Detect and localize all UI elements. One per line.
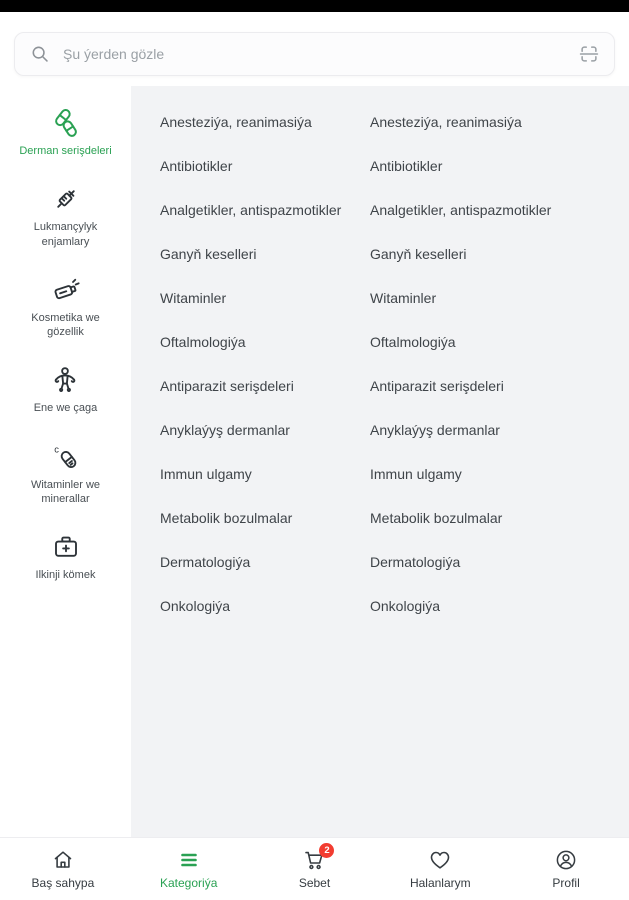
category-item[interactable]: Analgetikler, antispazmotikler — [370, 202, 552, 218]
pills-icon — [51, 108, 81, 138]
sidebar-item-label: Witaminler we minerallar — [30, 478, 101, 506]
cart-icon — [302, 845, 330, 872]
nav-item-favorites[interactable] — [377, 838, 503, 900]
sidebar-item-label: Ene we çaga — [33, 402, 98, 415]
child-icon — [50, 365, 80, 395]
menu-icon — [177, 848, 201, 872]
category-item[interactable]: Dermatologiýa — [160, 554, 251, 570]
category-item[interactable]: Onkologiýa — [160, 598, 231, 614]
category-item[interactable]: Witaminler — [370, 290, 437, 306]
search-icon — [29, 43, 51, 65]
category-item[interactable]: Antibiotikler — [160, 158, 233, 174]
sidebar-item-label: Lukmançylyk enjamlary — [33, 221, 98, 248]
category-column-1 — [160, 100, 370, 628]
sidebar-item-1[interactable] — [19, 108, 111, 158]
category-item[interactable]: Analgetikler, antispazmotikler — [160, 202, 342, 218]
nav-item-label: Sebet — [298, 876, 331, 890]
sidebar-item-label: Kosmetika we gözellik — [31, 311, 100, 339]
category-item[interactable]: Metabolik bozulmalar — [160, 510, 293, 526]
sidebar-item-2[interactable] — [18, 184, 114, 249]
nav-item-label: Baş sahypa — [31, 876, 95, 890]
nav-item-label: Profil — [552, 876, 580, 890]
sidebar-item-label: Ilkinji kömek — [35, 569, 96, 582]
category-item[interactable]: Antiparazit serişdeleri — [160, 378, 294, 394]
sidebar-item-3[interactable] — [18, 275, 114, 340]
category-item[interactable]: Anyklaýyş dermanlar — [370, 422, 500, 438]
category-item[interactable]: Anesteziýa, reanimasiýa — [370, 114, 522, 130]
category-item[interactable]: Anyklaýyş dermanlar — [160, 422, 290, 438]
nav-item-label: Kategoriýa — [160, 876, 218, 890]
category-item[interactable]: Ganyň keselleri — [160, 246, 257, 262]
category-item[interactable]: Witaminler — [160, 290, 227, 306]
nav-item-home[interactable] — [0, 838, 126, 900]
bottom-nav — [0, 837, 629, 900]
cosmetics-icon — [51, 275, 81, 305]
heart-icon — [428, 848, 452, 872]
category-item[interactable]: Antiparazit serişdeleri — [370, 378, 504, 394]
sidebar-item-5[interactable] — [18, 442, 114, 507]
category-list-panel — [131, 86, 629, 837]
profile-icon — [554, 848, 578, 872]
nav-item-categories[interactable] — [126, 838, 252, 900]
search-input[interactable] — [63, 46, 566, 62]
category-item[interactable]: Metabolik bozulmalar — [370, 510, 503, 526]
category-item[interactable]: Immun ulgamy — [160, 466, 252, 482]
content-area — [0, 86, 629, 837]
vitamin-capsule-icon — [51, 442, 81, 472]
category-item[interactable]: Immun ulgamy — [370, 466, 462, 482]
category-item[interactable]: Dermatologiýa — [370, 554, 461, 570]
sidebar-item-label: Derman serişdeleri — [19, 145, 112, 157]
category-item[interactable]: Onkologiýa — [370, 598, 441, 614]
cart-badge: 2 — [319, 843, 334, 858]
status-bar — [0, 0, 629, 12]
category-item[interactable]: Oftalmologiýa — [160, 334, 246, 350]
search-bar[interactable] — [14, 32, 615, 76]
sidebar-item-6[interactable] — [36, 532, 96, 582]
syringe-icon — [51, 184, 81, 214]
category-item[interactable]: Antibiotikler — [370, 158, 443, 174]
sidebar-item-4[interactable] — [34, 365, 98, 415]
nav-item-profile[interactable] — [503, 838, 629, 900]
category-item[interactable]: Oftalmologiýa — [370, 334, 456, 350]
svg-text:c: c — [53, 444, 59, 455]
first-aid-kit-icon — [51, 532, 81, 562]
category-item[interactable]: Ganyň keselleri — [370, 246, 467, 262]
home-icon — [51, 848, 75, 872]
category-item[interactable]: Anesteziýa, reanimasiýa — [160, 114, 312, 130]
nav-item-cart[interactable] — [252, 838, 378, 900]
nav-item-label: Halanlarym — [409, 876, 471, 890]
category-column-2 — [370, 100, 629, 628]
sidebar — [0, 86, 131, 837]
scan-icon[interactable] — [578, 43, 600, 65]
